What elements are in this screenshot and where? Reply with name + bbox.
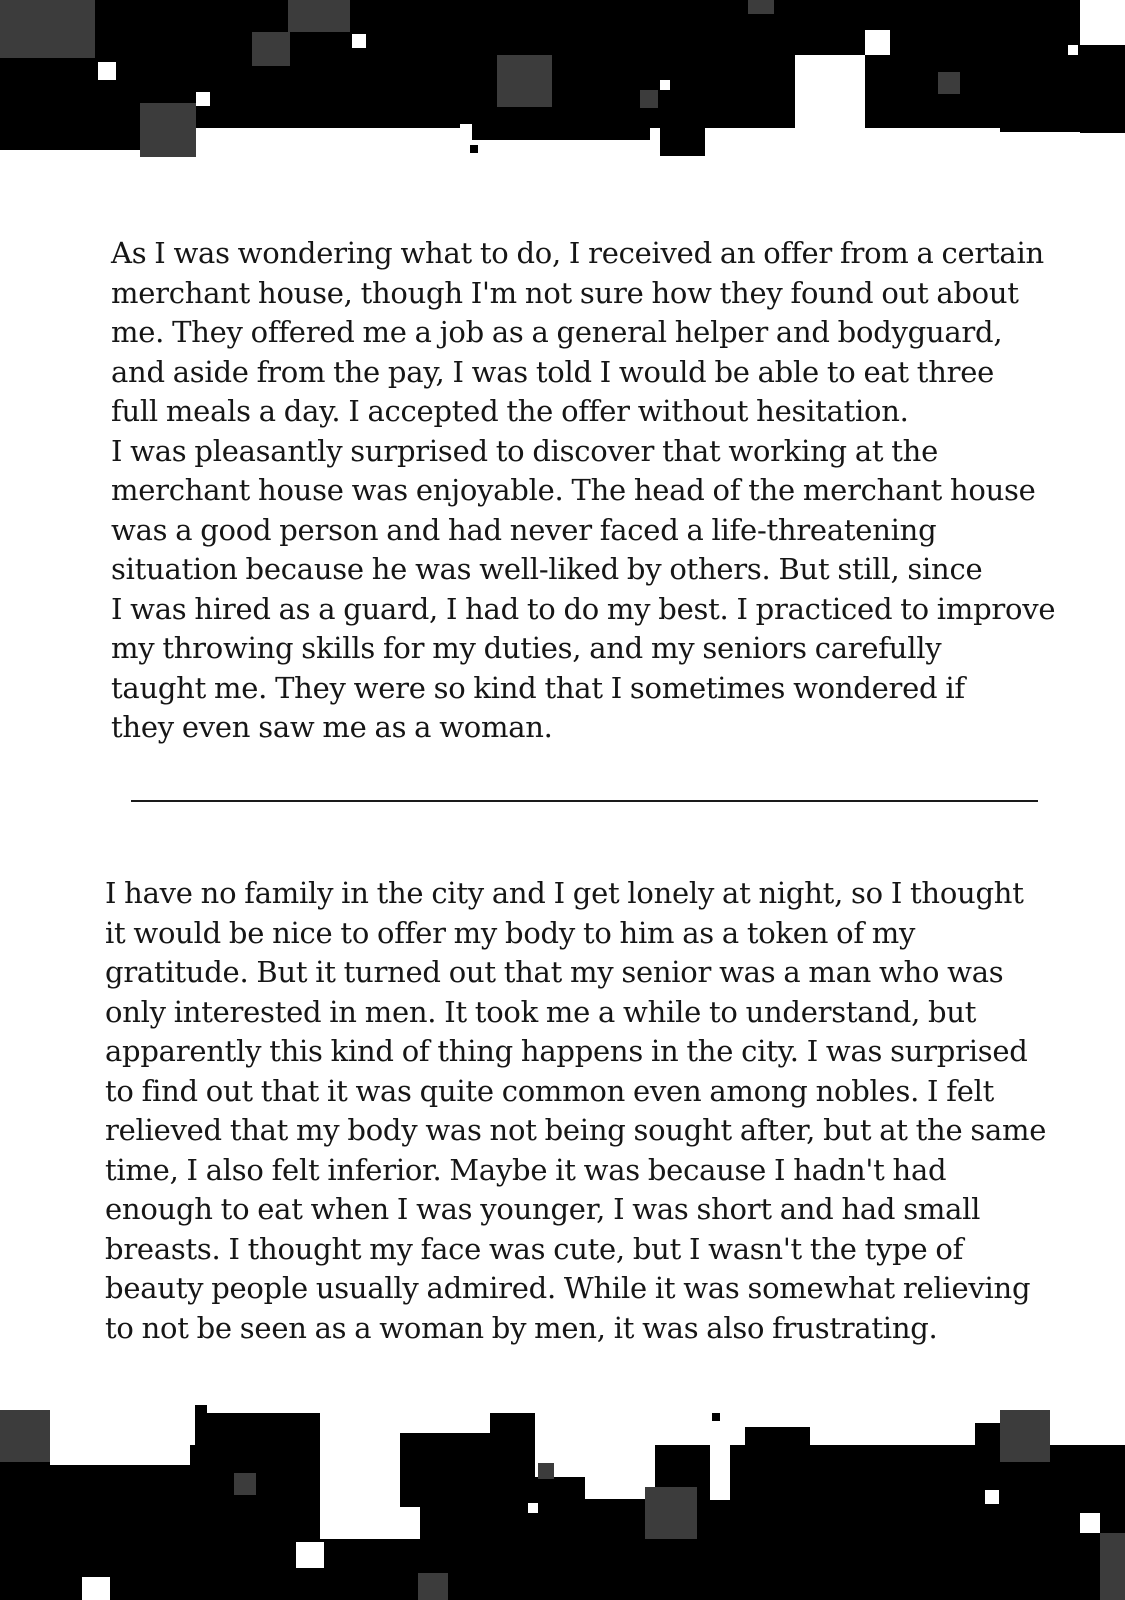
text-line: I have no family in the city and I get lonely at night, so I thought <box>105 876 1024 910</box>
top-pixel-art <box>0 0 1125 160</box>
text-line: beauty people usually admired. While it was somewhat relieving <box>105 1271 1031 1305</box>
text-line: time, I also felt inferior. Maybe it was because I hadn't had <box>105 1152 947 1187</box>
text-line: my throwing skills for my duties, and my seniors carefully <box>111 631 942 665</box>
text-line: gratitude. But it turned out that my senior was a man who was <box>105 955 1004 989</box>
text-line: was a good person and had never faced a life-threatening <box>111 512 937 547</box>
text-line: relieved that my body was not being sought after, but at the same <box>105 1113 1047 1147</box>
text-line: I was pleasantly surprised to discover that working at the <box>111 433 938 468</box>
text-line: full meals a day. I accepted the offer without hesitation. <box>111 394 909 428</box>
text-line: it would be nice to offer my body to him as a token of my <box>105 915 916 950</box>
paragraph-merchant-house <box>111 432 1061 748</box>
text-line: they even saw me as a woman. <box>111 710 553 744</box>
text-line: to find out that it was quite common even among nobles. I felt <box>105 1073 995 1108</box>
text-line: I was hired as a guard, I had to do my best. I practiced to improve <box>111 591 1056 626</box>
paragraph-offer <box>111 234 1061 432</box>
text-line: and aside from the pay, I was told I would be able to eat three <box>111 354 995 389</box>
text-line: me. They offered me a job as a general helper and bodyguard, <box>111 315 1003 349</box>
bottom-pixel-art <box>0 1405 1125 1600</box>
paragraph-loneliness <box>105 874 1065 1348</box>
top-pixel-border <box>0 0 1125 160</box>
text-block-lower <box>105 874 1065 1348</box>
text-line: As I was wondering what to do, I received an offer from a certain <box>111 236 1044 270</box>
text-block-upper <box>111 234 1061 748</box>
text-line: only interested in men. It took me a while to understand, but <box>105 994 977 1029</box>
text-line: enough to eat when I was younger, I was short and had small <box>105 1192 981 1226</box>
text-line: situation because he was well-liked by others. But still, since <box>111 552 983 586</box>
text-line: to not be seen as a woman by men, it was also frustrating. <box>105 1310 938 1345</box>
text-line: merchant house was enjoyable. The head of the merchant house <box>111 473 1036 507</box>
section-divider <box>131 800 1038 802</box>
text-line: apparently this kind of thing happens in the city. I was surprised <box>105 1034 1028 1068</box>
text-line: merchant house, though I'm not sure how they found out about <box>111 275 1019 310</box>
text-line: breasts. I thought my face was cute, but I wasn't the type of <box>105 1231 964 1266</box>
bottom-pixel-border <box>0 1405 1125 1600</box>
text-line: taught me. They were so kind that I sometimes wondered if <box>111 670 965 705</box>
